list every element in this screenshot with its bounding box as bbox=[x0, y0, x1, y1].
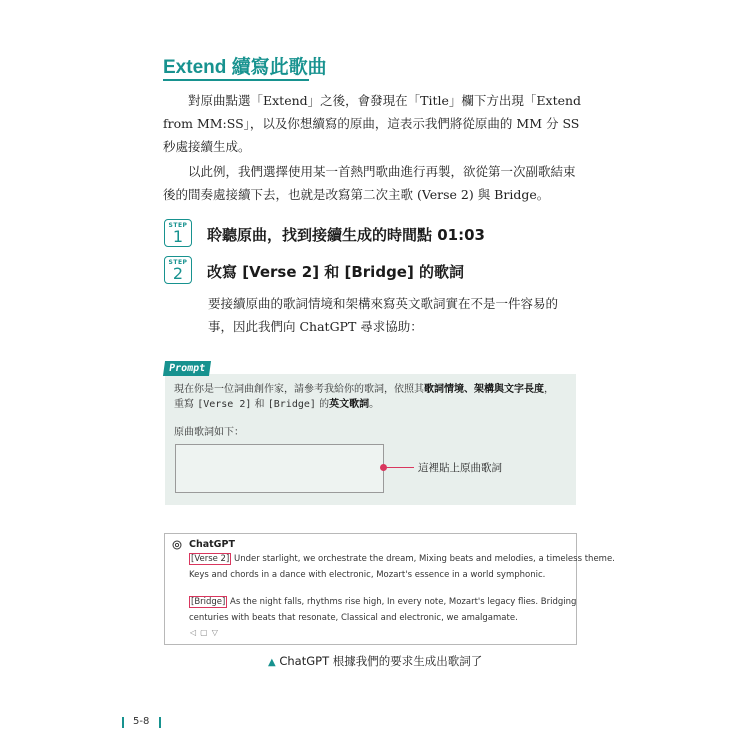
paragraph-2 bbox=[163, 160, 578, 206]
prompt-emphasis: 歌詞情境、架構與文字長度 bbox=[424, 384, 544, 395]
prompt-line-3: 原曲歌詞如下： bbox=[174, 427, 244, 438]
bridge-tag: [Bridge] bbox=[191, 597, 226, 607]
paragraph-line: from MM:SS」，以及你想續寫的原曲，這表示我們將從原曲的 MM 分 SS bbox=[163, 116, 580, 131]
prompt-line-1 bbox=[174, 382, 554, 397]
paragraph-line: 以此例，我們選擇使用某一首熱門歌曲進行再製，欲從第一次副歌結束 bbox=[188, 164, 576, 179]
section-title-underline bbox=[163, 79, 309, 81]
bridge-line-2: centuries with beats that resonate, Classical and electronic, we amalgamate. bbox=[189, 613, 518, 623]
prompt-line-2 bbox=[174, 397, 379, 412]
original-lyrics-box[interactable] bbox=[175, 444, 384, 493]
read-aloud-icon[interactable]: ◁ bbox=[190, 628, 201, 637]
step-1-badge bbox=[164, 219, 192, 247]
verse-text: Under starlight, we orchestrate the dream, Mixing beats and melodies, a timeless theme. bbox=[233, 554, 615, 564]
prompt-text: ， bbox=[544, 384, 554, 395]
footer-bar-right bbox=[159, 717, 161, 728]
prompt-emphasis: 英文歌詞 bbox=[329, 399, 370, 410]
prompt-text: 和 bbox=[251, 399, 268, 410]
prompt-text: 重寫 bbox=[174, 399, 198, 410]
copy-icon[interactable]: ▢ bbox=[200, 628, 212, 637]
bridge-text: As the night falls, rhythms rise high, In every note, Mozart's legacy flies. Bridging bbox=[230, 597, 577, 607]
chatgpt-logo-icon bbox=[172, 540, 182, 550]
thumbs-down-icon[interactable]: ▽ bbox=[211, 628, 222, 637]
step-number: 1 bbox=[172, 227, 184, 246]
paragraph-line: 秒處接續生成。 bbox=[163, 139, 251, 154]
paragraph-line: 事，因此我們向 ChatGPT 尋求協助： bbox=[208, 319, 423, 334]
prompt-code: [Verse 2] bbox=[197, 399, 252, 410]
verse-tag: [Verse 2] bbox=[191, 554, 230, 564]
section-title: Extend 續寫此歌曲 bbox=[163, 57, 327, 78]
prompt-code: [Bridge] bbox=[267, 399, 316, 410]
bridge-line-1 bbox=[189, 596, 576, 609]
paragraph-1 bbox=[163, 89, 582, 158]
paragraph-line: 後的間奏處接續下去，也就是改寫第二次主歌 (Verse 2) 與 Bridge。 bbox=[163, 187, 550, 202]
caption-text: ChatGPT 根據我們的要求生成出歌詞了 bbox=[279, 654, 483, 668]
step-label: STEP bbox=[168, 222, 188, 229]
chat-actions bbox=[190, 628, 222, 637]
page-number: 5-8 bbox=[133, 716, 150, 727]
step-label: STEP bbox=[168, 259, 188, 266]
callout-text: 這裡貼上原曲歌詞 bbox=[418, 462, 502, 474]
prompt-text: 現在你是一位詞曲創作家，請參考我給你的歌詞，依照其 bbox=[174, 384, 424, 395]
step-2-badge bbox=[164, 256, 192, 284]
verse-line-2: Keys and chords in a dance with electronic, Mozart's essence in a world symphonic. bbox=[189, 570, 546, 580]
callout-line bbox=[386, 467, 414, 468]
figure-caption bbox=[268, 653, 482, 669]
prompt-text: 。 bbox=[369, 399, 380, 410]
verse-line-1 bbox=[189, 553, 615, 566]
step-1-title: 聆聽原曲，找到接續生成的時間點 01:03 bbox=[207, 226, 485, 244]
step-number: 2 bbox=[172, 264, 184, 283]
prompt-text: 的 bbox=[315, 399, 330, 410]
chatgpt-name: ChatGPT bbox=[189, 539, 235, 550]
caption-triangle-icon: ▲ bbox=[268, 657, 276, 668]
paragraph-3 bbox=[208, 292, 578, 338]
paragraph-line: 要接續原曲的歌詞情境和架構來寫英文歌詞實在不是一件容易的 bbox=[208, 296, 559, 311]
step-2-title: 改寫 [Verse 2] 和 [Bridge] 的歌詞 bbox=[207, 263, 465, 281]
paragraph-line: 對原曲點選「Extend」之後，會發現在「Title」欄下方出現「Extend bbox=[188, 93, 582, 108]
footer-bar-left bbox=[122, 717, 124, 728]
prompt-tag: Prompt bbox=[163, 361, 211, 376]
